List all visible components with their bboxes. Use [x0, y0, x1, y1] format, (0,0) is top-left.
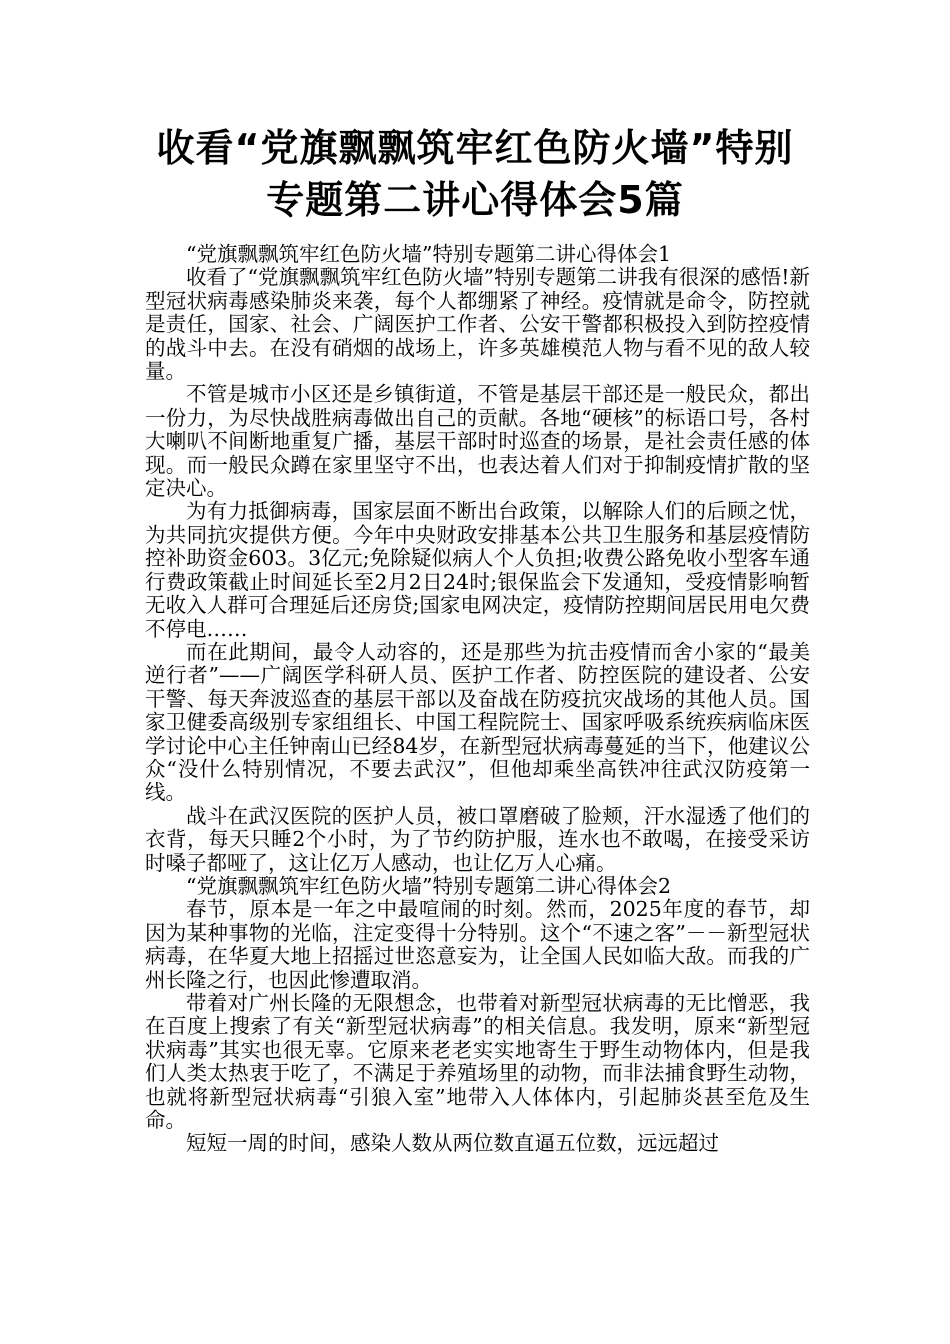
paragraph: 春节，原本是一年之中最喧闹的时刻。然而，2025年度的春节，却因为某种事物的光临，注定变得十分特别。这个“不速之客”－－新型冠状病毒，在华夏大地上招摇过世恣意妄为，让全国人民如临大敌。而我的广州长隆之行，也因此惨遭取消。 [145, 897, 810, 992]
paragraph: 战斗在武汉医院的医护人员，被口罩磨破了脸颊，汗水湿透了他们的衣背，每天只睡2个小时，为了节约防护服，连水也不敢喝，在接受采访时嗓子都哑了，这让亿万人感动，也让亿万人心痛。 [145, 803, 810, 875]
paragraph: 而在此期间，最令人动容的，还是那些为抗击疫情而舍小家的“最美逆行者”——广阔医学科研人员、医护工作者、防控医院的建设者、公安干警、每天奔波巡查的基层干部以及奋战在防疫抗灾战场的其他人员。国家卫健委高级别专家组组长、中国工程院院士、国家呼吸系统疾病临床医学讨论中心主任钟南山已经84岁，在新型冠状病毒蔓延的当下，他建议公众“没什么特别情况，不要去武汉”，但他却乘坐高铁冲往武汉防疫第一线。 [145, 639, 810, 805]
paragraph: 带着对广州长隆的无限想念，也带着对新型冠状病毒的无比憎恶，我在百度上搜索了有关“新型冠状病毒”的相关信息。我发明，原来“新型冠状病毒”其实也很无辜。它原来老老实实地寄生于野生动物体内，但是我们人类太热衷于吃了，不满足于养殖场里的动物，而非法捕食野生动物，也就将新型冠状病毒“引狼入室”地带入人体体内，引起肺炎甚至危及生命。 [145, 991, 810, 1133]
paragraph: 收看了“党旗飘飘筑牢红色防火墙”特别专题第二讲我有很深的感悟!新型冠状病毒感染肺炎来袭，每个人都绷紧了神经。疫情就是命令，防控就是责任，国家、社会、广阔医护工作者、公安干警都积极投入到防控疫情的战斗中去。在没有硝烟的战场上，许多英雄模范人物与看不见的敌人较量。 [145, 265, 810, 384]
title-line-1: 收看“党旗飘飘筑牢红色防火墙”特别 [156, 126, 794, 170]
document-title [100, 122, 850, 226]
document-body [145, 243, 810, 1156]
section-heading-1: “党旗飘飘筑牢红色防火墙”特别专题第二讲心得体会1 [186, 242, 672, 266]
section-heading-2: “党旗飘飘筑牢红色防火墙”特别专题第二讲心得体会2 [186, 873, 672, 898]
paragraph: 为有力抵御病毒，国家层面不断出台政策，以解除人们的后顾之忧，为共同抗灾提供方便。今年中央财政安排基本公共卫生服务和基层疫情防控补助资金603。3亿元;免除疑似病人个人负担;收费公路免收小型客车通行费政策截止时间延长至2月2日24时;银保监会下发通知，受疫情影响暂无收入人群可合理延后还房贷;国家电网决定，疫情防控期间居民用电欠费不停电…… [145, 499, 810, 641]
paragraph: 不管是城市小区还是乡镇街道，不管是基层干部还是一般民众，都出一份力，为尽快战胜病毒做出自己的贡献。各地“硬核”的标语口号，各村大喇叭不间断地重复广播，基层干部时时巡查的场景，是社会责任感的体现。而一般民众蹲在家里坚守不出，也表达着人们对于抑制疫情扩散的坚定决心。 [145, 382, 810, 501]
title-line-2: 专题第二讲心得体会5篇 [266, 178, 684, 222]
paragraph: 短短一周的时间，感染人数从两位数直逼五位数，远远超过 [186, 1131, 719, 1156]
